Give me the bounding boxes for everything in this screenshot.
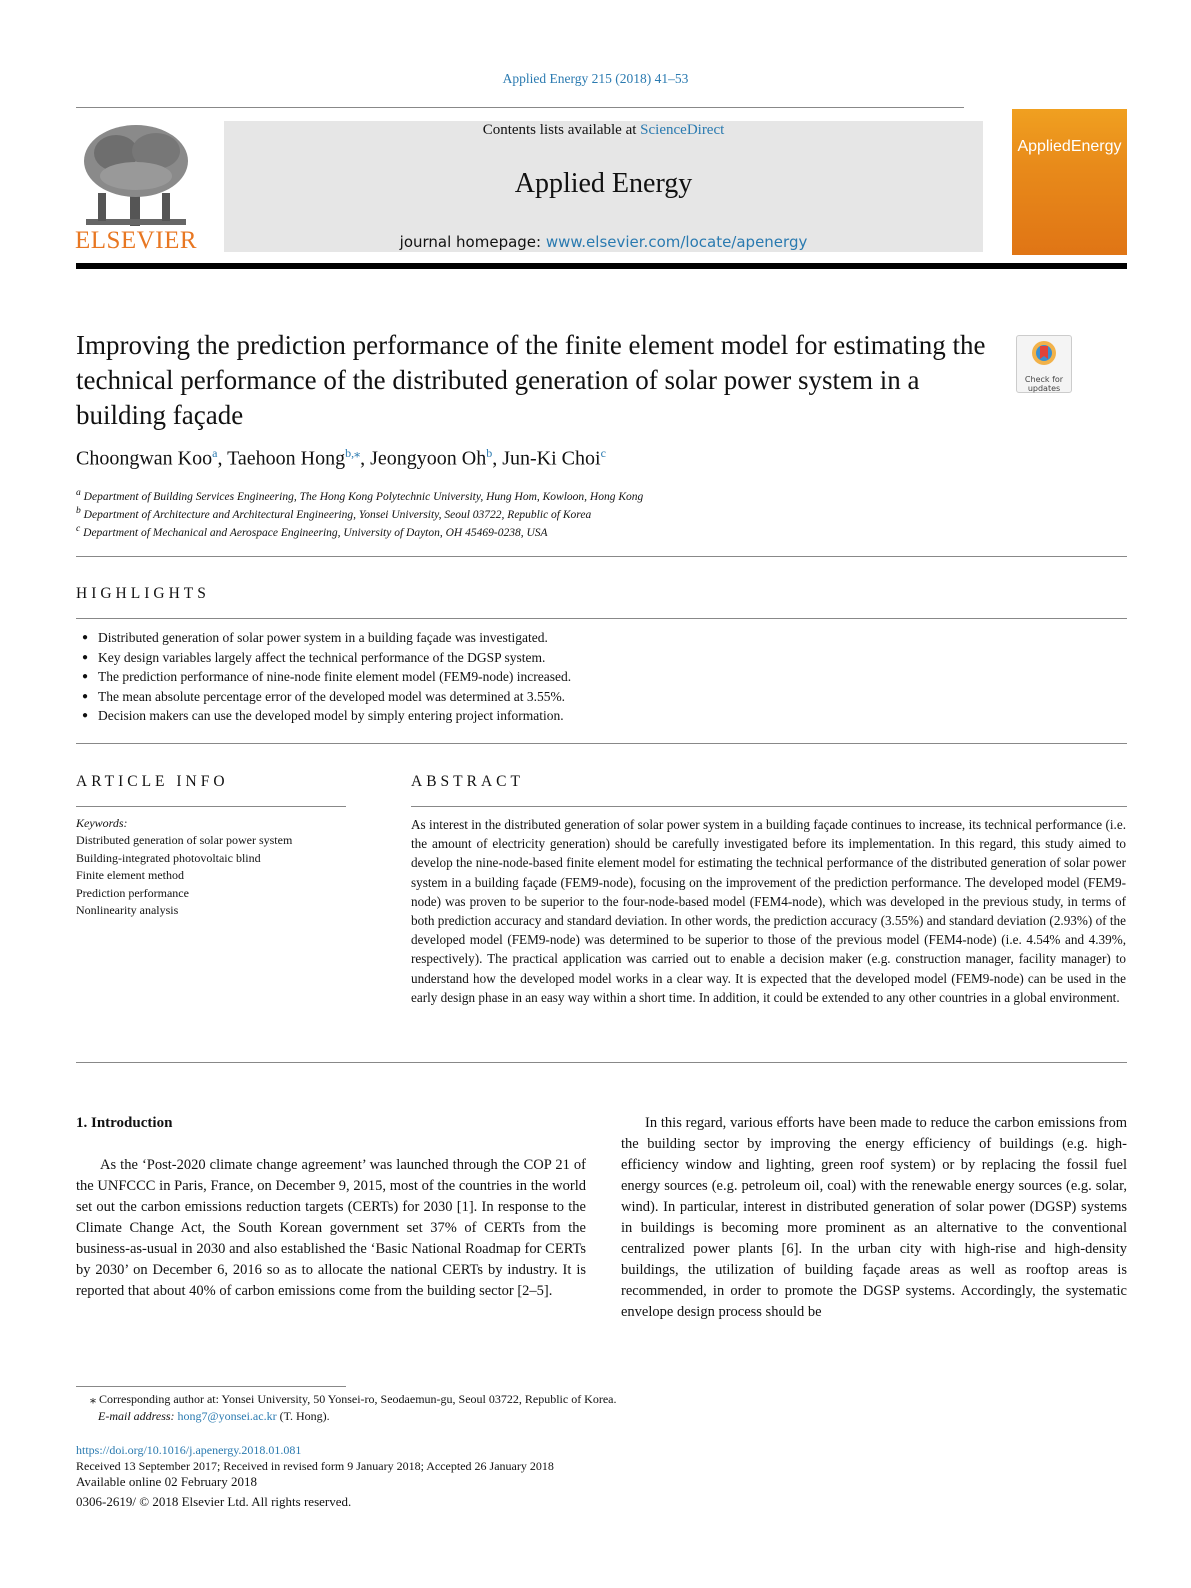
affiliation-mark: a	[76, 487, 81, 498]
corresponding-author-note: ⁎ Corresponding author at: Yonsei University, 50 Yonsei-ro, Seodaemun-gu, Seoul 03722, Republic of Korea.	[90, 1392, 617, 1406]
highlight-item: ● Decision makers can use the developed model by simply entering project information.	[76, 706, 571, 726]
affiliation-text: Department of Architecture and Architectural Engineering, Yonsei University, Seoul 03722, Republic of Korea	[83, 508, 592, 521]
intro-left-column: As the ‘Post-2020 climate change agreement’ was launched through the COP 21 of the UNFCCC in Paris, France, on December 9, 2015, most of the countries in the world set out the carbon emissions reduction targets (CERTs) for 2030 [1]. In response to the Climate Change Act, the South Korean government set 37% of CERTs from the business-as-usual in 2030 and also established the ‘Basic National Roadmap for CERTs by 2030’ on December 6, 2016 so as to allocate the national CERTs by industry. It is reported that about 40% of carbon emissions come from the building sector [2–5].	[76, 1157, 586, 1299]
journal-title: Applied Energy	[514, 168, 693, 199]
keyword-item: Building-integrated photovoltaic blind	[76, 850, 261, 865]
author-name: Choongwan Koo	[76, 447, 213, 470]
affiliation-text: Department of Mechanical and Aerospace Engineering, University of Dayton, OH 45469-0238, USA	[83, 526, 548, 539]
author-affil-mark[interactable]: c	[600, 446, 606, 460]
author-name: Taehoon Hong	[227, 447, 346, 470]
intro-right-column: In this regard, various efforts have been made to reduce the carbon emissions from the building sector by improving the energy efficiency of buildings (e.g. high-efficiency window and lighting, green roof system) or by replacing the fossil fuel energy sources (e.g. petroleum oil, coal) with the renewable energy sources (e.g. solar, wind). In particular, interest in distributed generation of solar power (DGSP) systems in buildings is becoming more prominent as an alternative to the conventional centralized power plants [6]. In the urban city with high-rise and high-density buildings, the utilization of building façade areas as well as rooftop areas is recommended, in order to promote the DGSP systems. Accordingly, the systematic envelope design process should be	[621, 1115, 1127, 1320]
highlights-list	[76, 628, 571, 726]
divider	[76, 743, 1127, 744]
affiliation-text: Department of Building Services Engineering, The Hong Kong Polytechnic University, Hung Hom, Kowloon, Hong Kong	[83, 490, 644, 503]
footnote-rule	[76, 1386, 346, 1387]
journal-reference[interactable]: Applied Energy 215 (2018) 41–53	[502, 71, 689, 86]
header-rule	[76, 107, 964, 108]
intro-heading: 1. Introduction	[76, 1115, 173, 1131]
affiliation	[76, 487, 643, 503]
homepage-prefix: journal homepage:	[399, 233, 546, 251]
keyword-item: Nonlinearity analysis	[76, 903, 179, 917]
keywords-label: Keywords:	[76, 816, 128, 830]
check-for-updates-button[interactable]	[1016, 335, 1072, 393]
available-online: Available online 02 February 2018	[76, 1474, 257, 1489]
received-dates: Received 13 September 2017; Received in revised form 9 January 2018; Accepted 26 January 2018	[76, 1459, 554, 1473]
divider	[76, 556, 1127, 557]
highlight-item: ● The prediction performance of nine-node finite element model (FEM9-node) increased.	[76, 667, 571, 687]
homepage-link[interactable]: www.elsevier.com/locate/apenergy	[545, 233, 808, 251]
keywords-list	[76, 832, 292, 920]
bookmark-icon	[1017, 336, 1071, 370]
email-suffix: (T. Hong).	[276, 1409, 330, 1423]
keyword-item: Prediction performance	[76, 885, 189, 900]
journal-cover-image[interactable]	[1012, 109, 1127, 255]
highlight-item: ● Distributed generation of solar power system in a building façade was investigated.	[76, 628, 571, 648]
email-link[interactable]: hong7@yonsei.ac.kr	[177, 1409, 277, 1423]
keyword-item: Distributed generation of solar power system	[76, 833, 293, 847]
highlights-heading: HIGHLIGHTS	[76, 585, 210, 602]
highlight-item: ● Key design variables largely affect the technical performance of the DGSP system.	[76, 648, 571, 668]
divider	[76, 806, 346, 807]
header-thick-rule	[76, 263, 1127, 269]
doi-link[interactable]: https://doi.org/10.1016/j.apenergy.2018.01.081	[76, 1443, 302, 1457]
keyword-item: Finite element method	[76, 868, 184, 882]
abstract-heading: ABSTRACT	[411, 773, 524, 790]
homepage-line	[224, 233, 983, 251]
affiliation	[76, 505, 591, 521]
divider	[411, 806, 1127, 807]
affiliation	[76, 523, 548, 539]
article-info-heading: ARTICLE INFO	[76, 773, 229, 790]
highlight-item: ● The mean absolute percentage error of the developed model was determined at 3.55%.	[76, 687, 571, 707]
author-affil-mark[interactable]: b,⁎	[345, 446, 361, 460]
check-updates-label: Check for updates	[1024, 375, 1064, 393]
author-affil-mark[interactable]: a	[212, 446, 218, 460]
publisher-wordmark: ELSEVIER	[74, 227, 198, 254]
article-title: Improving the prediction performance of the finite element model for estimating the technical performance of the distributed generation of solar power system in a building façade	[76, 330, 986, 430]
author-name: Jeongyoon Oh	[370, 447, 487, 470]
copyright: 0306-2619/ © 2018 Elsevier Ltd. All rights reserved.	[76, 1494, 352, 1509]
author-affil-mark[interactable]: b	[486, 446, 493, 460]
sciencedirect-link[interactable]: ScienceDirect	[640, 122, 725, 138]
email-label: E-mail address:	[98, 1409, 178, 1423]
email-line	[98, 1409, 330, 1424]
divider	[76, 1062, 1127, 1063]
contents-line	[224, 122, 983, 139]
affiliation-mark: c	[76, 523, 81, 534]
author-name: Jun-Ki Choi	[502, 447, 601, 470]
author-list: Choongwan Koo$^a$, Taehoon Hong$^{b,⁎}$, Jeongyoon Oh$^b$, Jun-Ki Choi$^c$	[76, 446, 606, 470]
contents-prefix: Contents lists available at	[482, 122, 641, 138]
abstract-text: As interest in the distributed generation of solar power system in a building façade continues to increase, its technical performance (i.e. the amount of electricity generation) should be carefully investigated before its implementation. In this regard, this study aimed to develop the nine-node-based finite element model for estimating the technical performance of the distributed generation of solar power system in a building façade (FEM9-node), focusing on the improvement of the prediction performance. The developed model (FEM9-node) was proven to be superior to the four-node-based model (FEM4-node), which was developed in the previous study, in terms of both prediction accuracy and standard deviation. In other words, the prediction accuracy (3.55%) and standard deviation (2.93%) of the developed model (FEM9-node) was determined to be superior to those of the previous model (FEM4-node) (i.e. 4.54% and 4.39%, respectively). The practical application was carried out to enable a decision maker (e.g. construction manager, facility manager) to understand how the developed model works in a clear way. It is expected that the developed model (FEM9-node) can be used in the early design phase in an easy way within a short time. In addition, it could be extended to any other countries in a global environment.	[411, 817, 1126, 1005]
affiliation-mark: b	[76, 505, 81, 516]
divider	[76, 618, 1127, 619]
cover-title: AppliedEnergy	[1017, 138, 1122, 155]
